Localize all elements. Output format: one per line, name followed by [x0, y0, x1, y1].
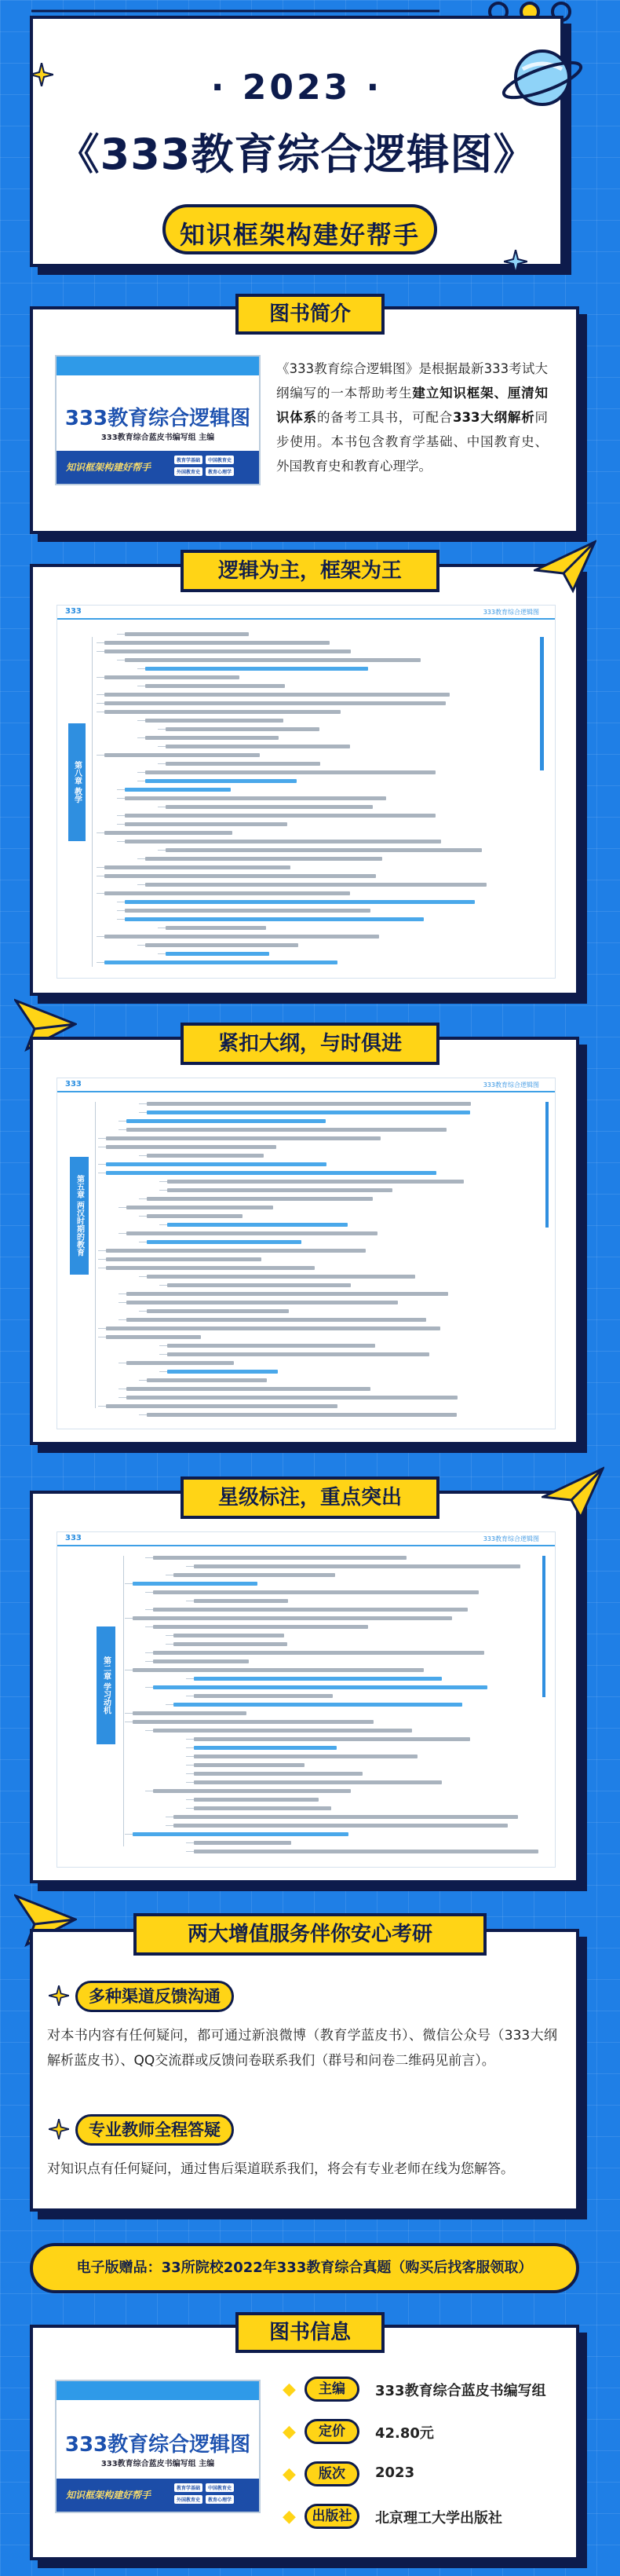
mindmap-node-text — [194, 1564, 520, 1568]
mindmap-node-text — [126, 1301, 398, 1304]
section-banner: 紧扣大纲，与时俱进 — [181, 1023, 439, 1065]
info-label: 出版社 — [305, 2504, 359, 2529]
mindmap-node-text — [194, 1755, 418, 1758]
mindmap-node-text — [194, 1763, 305, 1767]
mindmap-node-text — [126, 1292, 448, 1296]
mindmap-branch — [139, 1276, 147, 1277]
mindmap-branch — [97, 832, 104, 833]
sparkle-icon — [49, 1985, 69, 2006]
mindmap-branch — [186, 1842, 194, 1843]
mindmap-branch — [97, 694, 104, 695]
mindmap-node-text — [153, 1590, 479, 1594]
mindmap-node-text — [167, 1370, 278, 1374]
mindmap-node-text — [126, 1119, 326, 1123]
mindmap-node-text — [106, 1171, 436, 1175]
mindmap-branch — [186, 1747, 194, 1748]
mindmap-node-text — [126, 1231, 377, 1235]
mindmap-branch — [97, 642, 104, 643]
mindmap-branch — [159, 1190, 167, 1191]
mindmap-branch — [119, 1129, 126, 1130]
mindmap-node-text — [145, 883, 487, 887]
mindmap-node-text — [133, 1616, 452, 1620]
mindmap-branch — [139, 1103, 147, 1104]
mindmap-node-text — [133, 1720, 374, 1724]
intro-text-part: 《333教育综合逻辑图》是根据最新333考试大纲编写的一本帮助考生 — [276, 361, 548, 401]
mindmap-node-text — [126, 1318, 426, 1322]
services-banner: 两大增值服务伴你安心考研 — [133, 1913, 487, 1956]
mindmap-node-text — [153, 1659, 249, 1663]
mindmap-node-text — [166, 805, 373, 809]
mindmap-node-text — [167, 1352, 429, 1356]
mindmap-node-text — [147, 1413, 457, 1417]
mindmap-branch — [119, 1293, 126, 1294]
mindmap-node-text — [145, 770, 436, 774]
mindmap-branch — [97, 893, 104, 894]
mindmap-branch — [145, 1652, 153, 1653]
mindmap-node-text — [106, 1249, 366, 1253]
mindmap-branch — [186, 1765, 194, 1766]
mindmap-branch — [186, 1799, 194, 1800]
mindmap-branch — [139, 1414, 147, 1415]
mindmap-node-text — [147, 1154, 264, 1158]
mindmap-branch — [97, 677, 104, 678]
mindmap-node-text — [106, 1266, 315, 1270]
info-label: 版次 — [305, 2461, 359, 2486]
intro-description — [276, 357, 548, 478]
mindmap-branch — [186, 1756, 194, 1757]
mindmap-node-text — [153, 1608, 468, 1612]
header-card — [30, 16, 563, 267]
mindmap-branch — [166, 1825, 173, 1826]
page-title: 《333教育综合逻辑图》 — [57, 130, 537, 179]
mindmap-node-text — [104, 649, 351, 653]
mindmap-node-text — [106, 1257, 261, 1261]
mindmap-node-text — [125, 840, 441, 843]
mindmap-branch — [139, 1311, 147, 1312]
mindmap-node-text — [194, 1841, 291, 1845]
mindmap-branch — [117, 919, 125, 920]
mindmap-node-text — [167, 1344, 375, 1348]
mindmap-node-text — [125, 658, 421, 662]
mindmap-node-text — [147, 1197, 373, 1201]
info-banner: 图书信息 — [235, 2312, 385, 2353]
scan-logo: 333 — [65, 1080, 82, 1089]
mindmap-branch — [117, 841, 125, 842]
mindmap-branch — [125, 1583, 133, 1584]
mindmap-node-text — [104, 961, 337, 964]
mindmap-branch — [97, 962, 104, 963]
planet-icon — [499, 35, 585, 121]
mindmap-node-text — [106, 1326, 440, 1330]
mindmap-branch — [97, 651, 104, 652]
mindmap-branch — [119, 1207, 126, 1208]
mindmap-node-text — [147, 1111, 470, 1114]
mindmap-branch — [117, 824, 125, 825]
mindmap-branch — [186, 1739, 194, 1740]
mindmap-sample-page — [57, 1078, 556, 1429]
sparkle-icon — [30, 63, 53, 86]
mindmap-node-text — [145, 667, 368, 671]
mindmap-node-text — [106, 1335, 201, 1339]
mindmap-branch — [159, 1181, 167, 1182]
mindmap-branch — [119, 1319, 126, 1320]
sparkle-icon — [49, 2119, 69, 2139]
subtitle-pill — [162, 204, 437, 254]
mindmap-node-text — [104, 891, 350, 895]
mindmap-node-text — [147, 1275, 415, 1279]
diamond-icon: ◆ — [283, 2464, 296, 2484]
mindmap-node-text — [173, 1824, 508, 1828]
mindmap-branch — [159, 1345, 167, 1346]
mindmap-node-text — [173, 1703, 462, 1707]
book-cover-tag: 外国教育史 — [174, 467, 202, 476]
mindmap-node-text — [194, 1677, 442, 1681]
mindmap-node-text — [153, 1729, 412, 1733]
mindmap-node-text — [147, 1309, 289, 1313]
mindmap-node-text — [147, 1378, 267, 1382]
intro-banner: 图书简介 — [235, 294, 385, 335]
paper-plane-icon — [542, 1465, 604, 1520]
mindmap-branch — [97, 755, 104, 756]
mindmap-sample-page — [57, 1531, 556, 1868]
mindmap-branch — [119, 1302, 126, 1303]
mindmap-branch — [137, 737, 145, 738]
mindmap-branch — [125, 1713, 133, 1714]
book-cover-tag: 教育心理学 — [206, 467, 234, 476]
scan-logo: 333 — [65, 1534, 82, 1542]
mindmap-node-text — [104, 865, 290, 869]
chapter-label: 第二章 学习动机 — [97, 1626, 115, 1744]
mindmap-branch — [159, 1371, 167, 1372]
mindmap-branch — [97, 867, 104, 868]
mindmap-branch — [186, 1808, 194, 1809]
mindmap-branch — [186, 1851, 194, 1852]
mindmap-node-text — [194, 1798, 319, 1802]
mindmap-branch — [98, 1406, 106, 1407]
mindmap-branch — [137, 720, 145, 721]
scan-tag: 333教育综合逻辑图 — [483, 1081, 539, 1089]
mindmap-branch — [186, 1782, 194, 1783]
mindmap-branch — [119, 1121, 126, 1122]
mindmap-branch — [145, 1626, 153, 1627]
mindmap-node-text — [145, 719, 283, 723]
mindmap-branch — [137, 858, 145, 859]
mindmap-node-text — [133, 1668, 424, 1672]
mindmap-node-text — [194, 1780, 442, 1784]
mindmap-branch — [145, 1730, 153, 1731]
mindmap-branch — [139, 1216, 147, 1217]
scan-tag: 333教育综合逻辑图 — [483, 609, 539, 616]
mindmap-node-text — [173, 1573, 335, 1577]
mindmap-branch — [158, 953, 166, 954]
scan-logo: 333 — [65, 607, 82, 616]
mindmap-branch — [186, 1773, 194, 1774]
mindmap-branch — [139, 1112, 147, 1113]
mindmap-node-text — [125, 822, 287, 826]
mindmap-node-text — [125, 917, 424, 921]
mindmap-branch — [145, 1661, 153, 1662]
mindmap-branch — [145, 1557, 153, 1558]
mindmap-branch — [117, 789, 125, 790]
mindmap-node-text — [104, 874, 376, 878]
book-cover-subtitle: 333教育综合蓝皮书编写组 主编 — [100, 2460, 215, 2468]
mindmap-branch — [97, 936, 104, 937]
mindmap-node-text — [166, 745, 350, 748]
chapter-label: 第八章 教学 — [68, 723, 86, 841]
mindmap-branch — [98, 1164, 106, 1165]
mindmap-branch — [186, 1566, 194, 1567]
intro-text-part: 同步使用。本书包含教育学基础、中国教育史、外国教育史和教育心理学。 — [276, 410, 549, 474]
info-label: 定价 — [305, 2419, 359, 2444]
book-cover-tag: 中国教育史 — [206, 456, 234, 464]
service-label: 专业教师全程答疑 — [75, 2114, 234, 2146]
mindmap-node-text — [194, 1746, 337, 1750]
mindmap-branch — [186, 1678, 194, 1679]
mindmap-node-text — [147, 1214, 243, 1218]
mindmap-branch — [139, 1380, 147, 1381]
diamond-icon: ◆ — [283, 2422, 296, 2442]
book-cover-image — [55, 355, 261, 485]
mindmap-node-text — [106, 1145, 276, 1149]
book-cover-tag: 中国教育史 — [206, 2483, 234, 2492]
paper-plane-icon — [534, 539, 596, 594]
mindmap-branch — [159, 1285, 167, 1286]
mindmap-node-text — [153, 1625, 368, 1629]
mindmap-branch — [145, 1687, 153, 1688]
intro-text-highlight: 333大纲解析 — [453, 410, 535, 425]
mindmap-branch — [98, 1328, 106, 1329]
mindmap-branch — [117, 798, 125, 799]
book-cover-subtitle: 333教育综合蓝皮书编写组 主编 — [100, 434, 215, 442]
book-cover-slogan: 知识框架构建好帮手 — [66, 2490, 151, 2501]
mindmap-branch — [117, 910, 125, 911]
book-cover-title: 333教育综合逻辑图 — [64, 407, 251, 430]
mindmap-branch — [166, 1644, 173, 1645]
mindmap-node-text — [167, 1180, 464, 1184]
header-year: · 2023 · — [210, 68, 383, 108]
mindmap-node-text — [125, 900, 475, 904]
mindmap-branch — [137, 884, 145, 885]
mindmap-node-text — [125, 909, 370, 913]
mindmap-sample-page — [57, 605, 556, 979]
mindmap-node-text — [104, 935, 379, 939]
scan-tag: 333教育综合逻辑图 — [483, 1535, 539, 1542]
mindmap-node-text — [166, 848, 482, 852]
mindmap-branch — [139, 1155, 147, 1156]
page-subtitle: 知识框架构建好帮手 — [179, 220, 420, 250]
book-cover-tag: 教育学基础 — [174, 456, 202, 464]
mindmap-branch — [166, 1635, 173, 1636]
book-cover-slogan: 知识框架构建好帮手 — [66, 462, 151, 473]
mindmap-branch — [158, 763, 166, 764]
diamond-icon: ◆ — [283, 2507, 296, 2527]
mindmap-node-text — [194, 1737, 470, 1741]
mindmap-node-text — [153, 1651, 484, 1655]
mindmap-branch — [158, 850, 166, 851]
mindmap-branch — [145, 1592, 153, 1593]
mindmap-node-text — [166, 727, 319, 731]
mindmap-node-text — [145, 943, 298, 947]
mindmap-branch — [98, 1259, 106, 1260]
mindmap-branch — [145, 1609, 153, 1610]
intro-text-highlight: 建立知识框架、厘清知识体系 — [276, 386, 549, 425]
mindmap-branch — [119, 1397, 126, 1398]
book-cover-title: 333教育综合逻辑图 — [64, 2433, 251, 2457]
mindmap-node-text — [194, 1806, 331, 1810]
mindmap-node-text — [104, 693, 450, 697]
book-cover-image — [55, 2380, 261, 2513]
info-value: 2023 — [375, 2464, 415, 2481]
mindmap-node-text — [104, 710, 341, 714]
mindmap-branch — [166, 1704, 173, 1705]
mindmap-node-text — [104, 831, 232, 835]
mindmap-branch — [137, 772, 145, 773]
mindmap-node-text — [166, 926, 266, 930]
mindmap-node-text — [133, 1832, 348, 1836]
mindmap-node-text — [145, 736, 279, 740]
gift-banner: 电子版赠品：33所院校2022年333教育综合真题（购买后找客服领取） — [30, 2243, 579, 2293]
mindmap-branch — [125, 1834, 133, 1835]
mindmap-node-text — [173, 1815, 518, 1819]
mindmap-node-text — [126, 1361, 234, 1365]
mindmap-node-text — [106, 1404, 337, 1408]
mindmap-node-text — [167, 1223, 348, 1227]
service-label: 多种渠道反馈沟通 — [75, 1981, 234, 2012]
mindmap-branch — [125, 1618, 133, 1619]
mindmap-node-text — [104, 641, 330, 645]
mindmap-node-text — [133, 1711, 246, 1715]
mindmap-branch — [98, 1138, 106, 1139]
service-description: 对知识点有任何疑问，通过售后渠道联系我们，将会有专业老师在线为您解答。 — [47, 2161, 514, 2177]
mindmap-node-text — [126, 1387, 370, 1391]
mindmap-node-text — [126, 1128, 447, 1132]
mindmap-node-text — [145, 779, 297, 783]
section-banner: 逻辑为主，框架为王 — [181, 550, 439, 592]
chapter-label: 第五章 两汉时期的教育 — [70, 1157, 89, 1275]
mindmap-branch — [98, 1250, 106, 1251]
mindmap-node-text — [167, 1188, 392, 1192]
mindmap-node-text — [194, 1599, 288, 1603]
mindmap-branch — [137, 945, 145, 946]
section-banner: 星级标注，重点突出 — [181, 1476, 439, 1519]
sparkle-icon — [504, 250, 527, 273]
mindmap-branch — [119, 1233, 126, 1234]
mindmap-node-text — [125, 814, 436, 818]
mindmap-node-text — [125, 788, 231, 792]
service-description: 对本书内容有任何疑问，都可通过新浪微博（教育学蓝皮书）、微信公众号（333大纲解析蓝皮书）、QQ交流群或反馈问卷联系我们（群号和问卷二维码见前言）。 — [47, 2028, 557, 2069]
intro-text-part: 的备考工具书，可配合 — [316, 410, 454, 425]
mindmap-node-text — [133, 1582, 257, 1586]
mindmap-node-text — [153, 1789, 351, 1793]
mindmap-node-text — [106, 1136, 381, 1140]
mindmap-branch — [159, 1354, 167, 1355]
mindmap-node-text — [194, 1850, 538, 1853]
info-value: 北京理工大学出版社 — [375, 2510, 502, 2527]
mindmap-branch — [159, 1224, 167, 1225]
mindmap-branch — [158, 729, 166, 730]
book-cover-tag: 外国教育史 — [174, 2495, 202, 2504]
book-cover-tag: 教育心理学 — [206, 2495, 234, 2504]
mindmap-node-text — [173, 1634, 284, 1637]
info-label: 主编 — [305, 2377, 359, 2402]
mindmap-node-text — [147, 1240, 301, 1244]
mindmap-node-text — [126, 1396, 458, 1400]
mindmap-node-text — [194, 1772, 363, 1776]
mindmap-branch — [158, 746, 166, 747]
mindmap-branch — [139, 1198, 147, 1199]
mindmap-node-text — [147, 1102, 471, 1106]
mindmap-node-text — [173, 1642, 287, 1646]
mindmap-node-text — [153, 1685, 487, 1689]
mindmap-node-text — [104, 753, 260, 757]
mindmap-node-text — [145, 684, 285, 688]
mindmap-branch — [117, 634, 125, 635]
mindmap-branch — [137, 668, 145, 669]
mindmap-node-text — [194, 1694, 333, 1698]
mindmap-branch — [117, 815, 125, 816]
mindmap-node-text — [125, 632, 249, 636]
mindmap-node-text — [106, 1162, 326, 1166]
mindmap-node-text — [126, 1206, 273, 1209]
mindmap-node-text — [104, 701, 446, 705]
mindmap-node-text — [145, 857, 382, 861]
mindmap-node-text — [167, 1283, 351, 1287]
book-cover-tag: 教育学基础 — [174, 2483, 202, 2492]
diamond-icon: ◆ — [283, 2380, 296, 2399]
mindmap-branch — [97, 703, 104, 704]
mindmap-node-text — [125, 796, 386, 800]
mindmap-node-text — [166, 952, 269, 956]
info-value: 333教育综合蓝皮书编写组 — [375, 2383, 546, 2399]
mindmap-node-text — [166, 762, 320, 766]
mindmap-node-text — [153, 1556, 407, 1560]
info-value: 42.80元 — [375, 2425, 434, 2442]
mindmap-node-text — [104, 675, 239, 679]
